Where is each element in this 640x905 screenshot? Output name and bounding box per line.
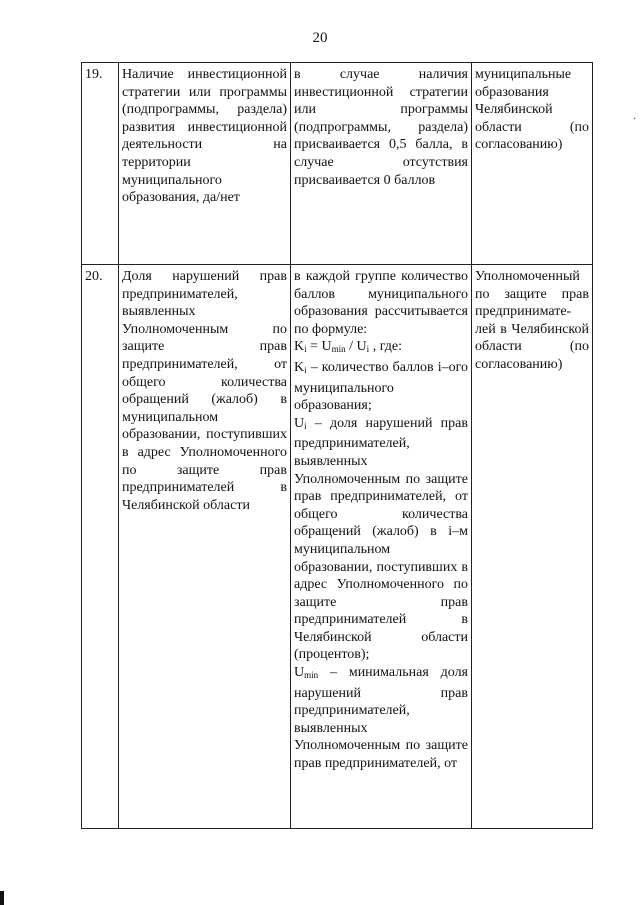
formula <box>294 338 468 359</box>
definition-text: – доля нарушений прав предпринимателей, выявленных Уполномоченным по защите прав предпринимателей, от общего количества обращений (жалоб) в i–м муниципальном образовании, поступивших в адрес Уполномоченного по защите прав предпринимателей в Челябинской области (процентов); <box>294 415 468 663</box>
table-row <box>82 265 593 829</box>
definition-text: – количество баллов i–ого муниципального образования; <box>294 359 468 414</box>
calculation-intro: в каждой группе количество баллов муниципального образования рассчитывается по формуле: <box>294 269 468 337</box>
formula-sub: min <box>331 344 346 355</box>
definition-text: – минимальная доля нарушений прав предпринимателей, выявленных Уполномоченным по защите прав предпринимателей, от <box>294 665 468 772</box>
symbol-sub: i <box>304 364 307 375</box>
page-number: 20 <box>312 30 328 46</box>
definition-u <box>294 415 468 664</box>
indicator-cell: Доля нарушений прав предпринимателей, выявленных Уполномоченным по защите прав предпринимателей, от общего количества обращений (жалоб) в муниципальном образовании, поступивших в адрес Уполномоченного по защите прав предпринимателей в Челябинской области <box>119 265 291 829</box>
calculation-text: в случае наличия инвестиционной стратегии или программы (подпрограммы, раздела) присваивается 0,5 балла, в случае отсутствия присваивается 0 баллов <box>294 67 468 188</box>
definition-umin <box>294 664 468 773</box>
source-cell: муниципальные образования Челябинской области (по согласованию) <box>472 63 593 265</box>
symbol: U <box>294 415 305 431</box>
definition-k <box>294 359 468 415</box>
formula-eq: = U <box>306 339 332 355</box>
source-cell: Уполномоченный по защите прав предпринимате-лей в Челябинской области (по согласованию) <box>472 265 593 829</box>
calculation-cell <box>291 265 472 829</box>
symbol: U <box>294 665 305 681</box>
formula-tail: , где: <box>369 339 402 355</box>
formula-k: K <box>294 339 305 355</box>
formula-sub: i <box>304 344 307 355</box>
symbol-sub: min <box>304 670 319 681</box>
symbol: K <box>294 359 305 375</box>
scan-corner-mark <box>0 891 4 905</box>
criteria-table <box>81 62 593 829</box>
indicator-cell: Наличие инвестиционной стратегии или программы (подпрограммы, раздела) развития инвестиционной деятельности на территории муниципального образования, да/нет <box>119 63 291 265</box>
symbol-sub: i <box>304 420 307 431</box>
formula-sub: i <box>366 344 370 355</box>
calculation-cell <box>291 63 472 265</box>
formula-div: / U <box>345 339 367 355</box>
row-number: 19. <box>82 63 119 265</box>
margin-mark: . <box>633 108 636 122</box>
table-row <box>82 63 593 265</box>
row-number: 20. <box>82 265 119 829</box>
